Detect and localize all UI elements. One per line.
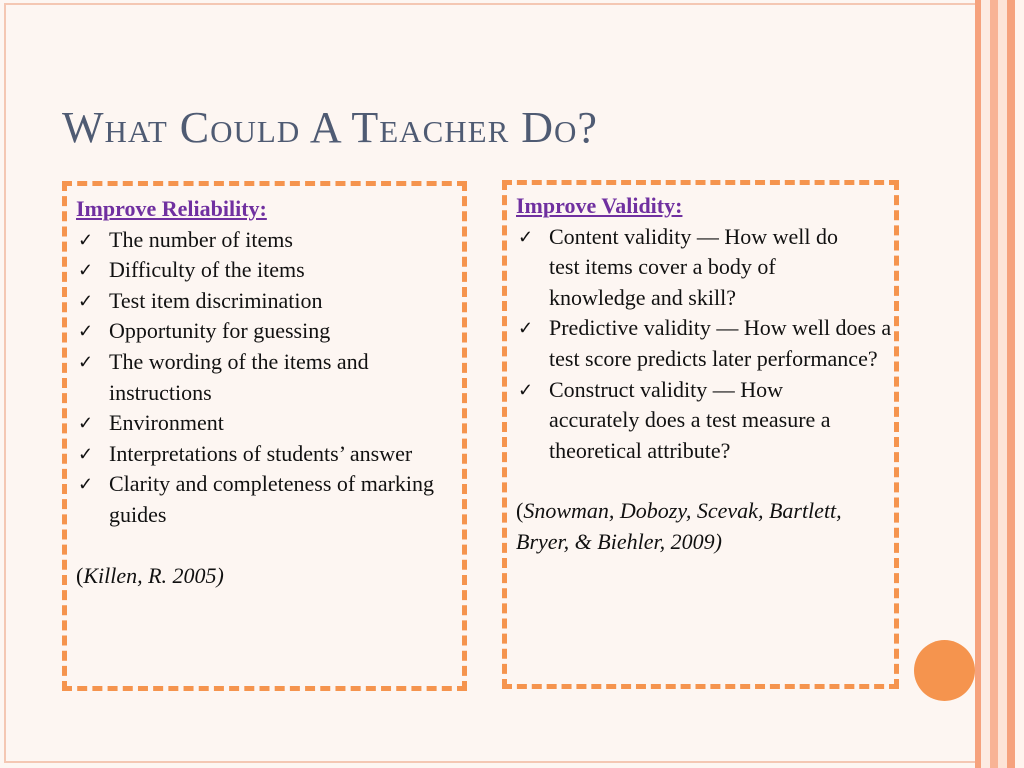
list-item-text: Content validity — How well do test items cover a body of knowledge and skill? [549, 223, 839, 310]
validity-heading: Improve Validity: [516, 193, 683, 218]
check-icon: ✓ [78, 229, 94, 250]
slide-title: What Could A Teacher Do? [62, 103, 598, 152]
reliability-citation [76, 561, 462, 592]
stripe [998, 0, 1007, 768]
list-item [516, 375, 894, 467]
check-icon: ✓ [518, 318, 534, 339]
stripe [981, 0, 990, 768]
list-item [76, 408, 462, 439]
validity-list [516, 222, 894, 467]
list-item-text: Test item discrimination [109, 287, 323, 313]
citation-paren: ( [76, 562, 84, 588]
list-item [516, 313, 894, 374]
validity-box [502, 180, 899, 689]
check-icon: ✓ [78, 290, 94, 311]
list-item-text: Construct validity — How accurately does a test measure a theoretical attribute? [549, 376, 831, 463]
list-item-text: The number of items [109, 226, 293, 252]
citation-paren: ( [516, 498, 524, 524]
list-item-text: Interpretations of students’ answer [109, 440, 413, 466]
list-item [76, 469, 462, 530]
list-item [76, 225, 462, 256]
check-icon: ✓ [78, 351, 94, 372]
check-icon: ✓ [518, 379, 534, 400]
check-icon: ✓ [518, 226, 534, 247]
stripe [990, 0, 998, 768]
reliability-list [76, 225, 462, 531]
list-item [76, 316, 462, 347]
check-icon: ✓ [78, 413, 94, 434]
list-item-text: Opportunity for guessing [109, 318, 331, 344]
check-icon: ✓ [78, 321, 94, 342]
reliability-box [62, 181, 467, 691]
list-item [76, 286, 462, 317]
list-item-text: The wording of the items and instructions [109, 348, 369, 405]
list-item [516, 222, 894, 314]
check-icon: ✓ [78, 474, 94, 495]
list-item [76, 255, 462, 286]
check-icon: ✓ [78, 443, 94, 464]
citation-text: Snowman, Dobozy, Scevak, Bartlett, Bryer, & Biehler, 2009) [516, 498, 842, 554]
stripe [1007, 0, 1015, 768]
stripe [1015, 0, 1024, 768]
list-item-text: Clarity and completeness of marking guides [109, 471, 435, 527]
list-item-text: Predictive validity — How well does a test score predicts later performance? [549, 315, 892, 371]
list-item-text: Environment [109, 410, 224, 436]
decorative-stripes [975, 0, 1024, 768]
reliability-heading: Improve Reliability: [76, 196, 267, 221]
validity-citation [516, 496, 894, 557]
check-icon: ✓ [78, 260, 94, 281]
list-item [76, 347, 462, 408]
orange-dot-icon [914, 640, 975, 701]
list-item-text: Difficulty of the items [109, 257, 305, 283]
list-item [76, 439, 462, 470]
citation-text: Killen, R. 2005) [83, 562, 224, 588]
